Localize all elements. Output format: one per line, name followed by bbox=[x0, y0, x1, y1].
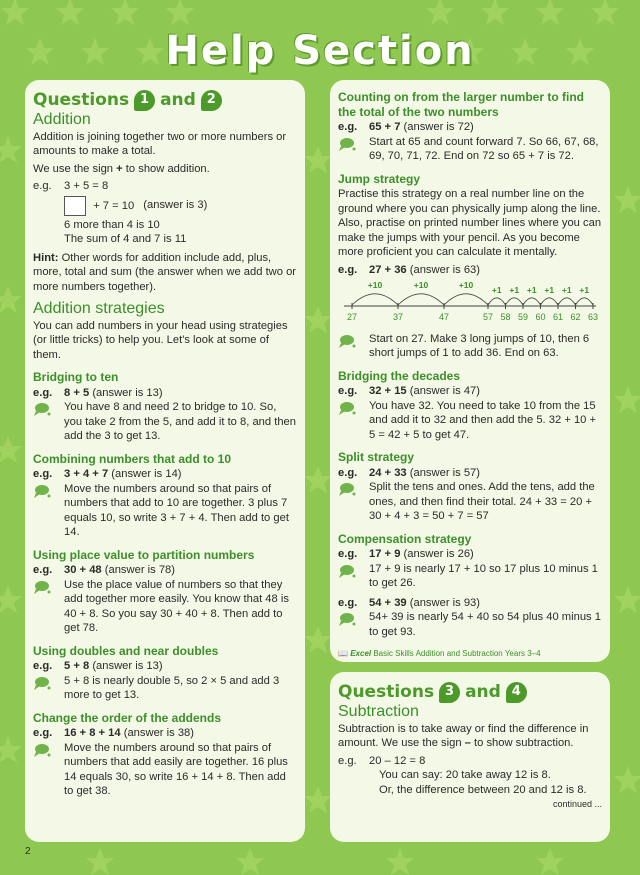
doubles-title: Using doubles and near doubles bbox=[33, 643, 219, 658]
split-strategy-title: Split strategy bbox=[338, 450, 415, 464]
plus-sign: + bbox=[116, 162, 123, 175]
number-line-jump-arc bbox=[488, 298, 506, 305]
number-line-label: 60 bbox=[535, 312, 546, 322]
number-line-label: 47 bbox=[438, 312, 450, 322]
number-line-jump-label: +1 bbox=[579, 285, 590, 295]
right-panel: Counting on from the larger number to find the total of the two numbers e.g. 65 + 7 (answer is 72) Start at 65 and count forward 7. So 66, 67, 68, 69, 70, 71, 72. End on 72 so 65 + 7 is 72. Jump strategy Practise this strategy on a real number line on the ground where you can physically jump along the line. Also, practise on printed number lines where you can make the jumps with your pencil. As you become more proficient you can calculate it mentally. e.g. 27 + 36 (answer is 63) +10 +10 +10 +1 +1 +1 +1 +1 +1 27 37 47 57 58 59 60 61 62 63 Start on 27. Make 3 long jumps of 10, then 6 short jumps of 1 to add 36. End on 63. Bridging the decades e.g. 32 + 15 (answer is 47) You have 32. You need to take 10 from the 15 and add it to 32 and then add the 5. 32 + 10 + 5 = 42 + 5 to get 47. Split strategy e.g. 24 + 33 (answer is 57) Split the tens and ones. Add the tens, add the ones, and then find their total. 24 + 33 = 20 + 30 + 4 + 3 = 50 + 7 = 57 Compensation strategy e.g. 17 + 9 (answer is 26) 17 + 9 is nearly 17 + 10 so 17 plus 10 minus 1 to get 26. e.g. 54 + 39 (answer is 93) 54+ 39 is nearly 54 + 40 so 54 plus 40 minus 1 to get 93. 📖 Excel Basic Skills Addition and Subtraction Years 3–4 bbox=[330, 80, 610, 662]
number-line-jump-label: +1 bbox=[526, 285, 537, 295]
speech-bubble-icon bbox=[33, 400, 64, 444]
number-line-label: 62 bbox=[570, 312, 581, 322]
number-line-label: 59 bbox=[517, 312, 529, 322]
questions-1-2-heading bbox=[33, 90, 297, 111]
left-panel: Questions 1 and 2 Addition Addition is joining together two or more numbers or amounts to make a total. We use the sign + to show addition. e.g. 3 + 5 = 8 + 7 = 10 (answer is 3) 6 more than 4 is 10 The sum of 4 and 7 is 11 Hint: Other words for addition include add, plus, more, total and sum (the answer when we add two or more numbers together). Addition strategies You can add numbers in your head using strategies (or little tricks) to help you. Let's look at some of them. Bridging to ten e.g. 8 + 5 (answer is 13) You have 8 and need 2 to bridge to 10. So, you take 2 from the 5, and add it to 8, and then add the 3 to get 13. Combining numbers that add to 10 e.g. 3 + 4 + 7 (answer is 14) Move the numbers around so that pairs of numbers that add to 10 are together. 3 plus 7 equals 10, so write 3 + 7 + 4. Then add to get 14. Using place value to partition numbers e.g. 30 + 48 (answer is 78) Use the place value of numbers so that they add together more easily. You know that 48 is 40 + 8. So you say 30 + 40 + 8. Then add to get 78. Using doubles and near doubles e.g. 5 + 8 (answer is 13) 5 + 8 is nearly double 5, so 2 × 5 and add 3 more to get 13. Change the order of the addends e.g. 16 + 8 + 14 (answer is 38) Move the numbers around so that pairs of numbers that add easily are together. 16 plus 14 equals 30, so write 16 + 14 + 8. Then add to get 38. bbox=[25, 80, 305, 842]
jump-strategy-title: Jump strategy bbox=[338, 171, 421, 186]
number-line-jump-label: +10 bbox=[367, 280, 383, 290]
number-line-jump-arc bbox=[444, 294, 488, 305]
number-line-jump-arc bbox=[352, 294, 398, 305]
number-line-label: 61 bbox=[552, 312, 564, 322]
addition-strategies-title: Addition strategies bbox=[33, 300, 165, 317]
number-line-label: 58 bbox=[500, 312, 511, 322]
questions-label: Questions bbox=[338, 682, 435, 703]
speech-bubble-icon bbox=[338, 332, 369, 361]
number-line-jump-label: +1 bbox=[509, 285, 520, 295]
number-line-jump-label: +10 bbox=[458, 280, 474, 290]
question-badge-4: 4 bbox=[506, 682, 527, 703]
addition-sign-text: We use the sign + to show addition. bbox=[33, 162, 210, 175]
number-line-label: 63 bbox=[587, 312, 599, 322]
number-line-jump-arc bbox=[506, 298, 524, 305]
combining-title: Combining numbers that add to 10 bbox=[33, 451, 232, 466]
questions-label: Questions bbox=[33, 90, 130, 111]
number-line-jump-arc bbox=[523, 298, 541, 305]
question-badge-2: 2 bbox=[201, 90, 222, 111]
and-label: and bbox=[160, 90, 196, 111]
jump-intro: Practise this strategy on a real number line on the ground where you can physically jump along the line. Also, practise on printed number lines where you can make the jumps with your pencil. As you become more proficient you can calculate it mentally. bbox=[338, 188, 602, 258]
counting-on-title: Counting on from the larger number to find the total of the two numbers bbox=[338, 90, 584, 119]
addition-definition: Addition is joining together two or more numbers or amounts to make a total. bbox=[33, 130, 287, 157]
speech-bubble-icon bbox=[33, 578, 64, 636]
speech-bubble-icon bbox=[338, 562, 369, 591]
number-line-label: 57 bbox=[482, 312, 494, 322]
and-label: and bbox=[465, 682, 501, 703]
number-line-jump-label: +1 bbox=[491, 285, 502, 295]
speech-bubble-icon bbox=[33, 482, 64, 540]
question-badge-3: 3 bbox=[439, 682, 460, 703]
subtraction-title: Subtraction bbox=[338, 703, 419, 720]
speech-bubble-icon bbox=[338, 399, 369, 443]
place-value-title: Using place value to partition numbers bbox=[33, 547, 255, 562]
subtraction-definition: Subtraction is to take away or find the difference in amount. We use the sign – to show subtraction. bbox=[338, 722, 589, 749]
subtraction-example: e.g. 20 – 12 = 8 You can say: 20 take away 12 is 8. Or, the difference between 20 and 12 is 8. bbox=[338, 754, 587, 796]
addition-title: Addition bbox=[33, 111, 91, 128]
order-title: Change the order of the addends bbox=[33, 710, 222, 725]
hint: Hint: Other words for addition include add, plus, more, total and sum (the answer when we add two or more numbers together). bbox=[33, 251, 297, 293]
empty-answer-box bbox=[64, 196, 86, 216]
subtraction-panel bbox=[330, 672, 610, 842]
page-title: Help Section bbox=[165, 28, 475, 74]
decades-title: Bridging the decades bbox=[338, 368, 461, 383]
book-reference: 📖 Excel Basic Skills Addition and Subtraction Years 3–4 bbox=[338, 649, 541, 658]
questions-3-4-heading bbox=[338, 682, 602, 703]
speech-bubble-icon bbox=[33, 674, 64, 703]
strategies-intro: You can add numbers in your head using strategies (or little tricks) to help you. Let's look at some of them. bbox=[33, 319, 288, 361]
number-line-jump-arc bbox=[541, 298, 559, 305]
speech-bubble-icon bbox=[338, 480, 369, 524]
number-line-label: 37 bbox=[392, 312, 404, 322]
number-line-jump-label: +1 bbox=[544, 285, 555, 295]
page-number: 2 bbox=[25, 846, 31, 857]
speech-bubble-icon bbox=[338, 135, 369, 164]
number-line-jump-arc bbox=[398, 294, 444, 305]
number-line bbox=[338, 280, 602, 324]
addition-example: e.g. 3 + 5 = 8 + 7 = 10 (answer is 3) 6 more than 4 is 10 The sum of 4 and 7 is 11 bbox=[33, 180, 208, 245]
number-line-jump-label: +10 bbox=[413, 280, 429, 290]
continued-label: continued ... bbox=[552, 799, 602, 809]
number-line-label: 27 bbox=[346, 312, 358, 322]
speech-bubble-icon bbox=[338, 610, 369, 639]
bridging-title: Bridging to ten bbox=[33, 370, 119, 384]
number-line-jump-label: +1 bbox=[561, 285, 572, 295]
speech-bubble-icon bbox=[33, 741, 64, 799]
compensation-title: Compensation strategy bbox=[338, 531, 472, 546]
question-badge-1: 1 bbox=[134, 90, 155, 111]
number-line-jump-arc bbox=[576, 298, 594, 305]
number-line-jump-arc bbox=[558, 298, 576, 305]
minus-sign: – bbox=[464, 737, 471, 749]
book-icon: 📖 bbox=[338, 649, 348, 658]
